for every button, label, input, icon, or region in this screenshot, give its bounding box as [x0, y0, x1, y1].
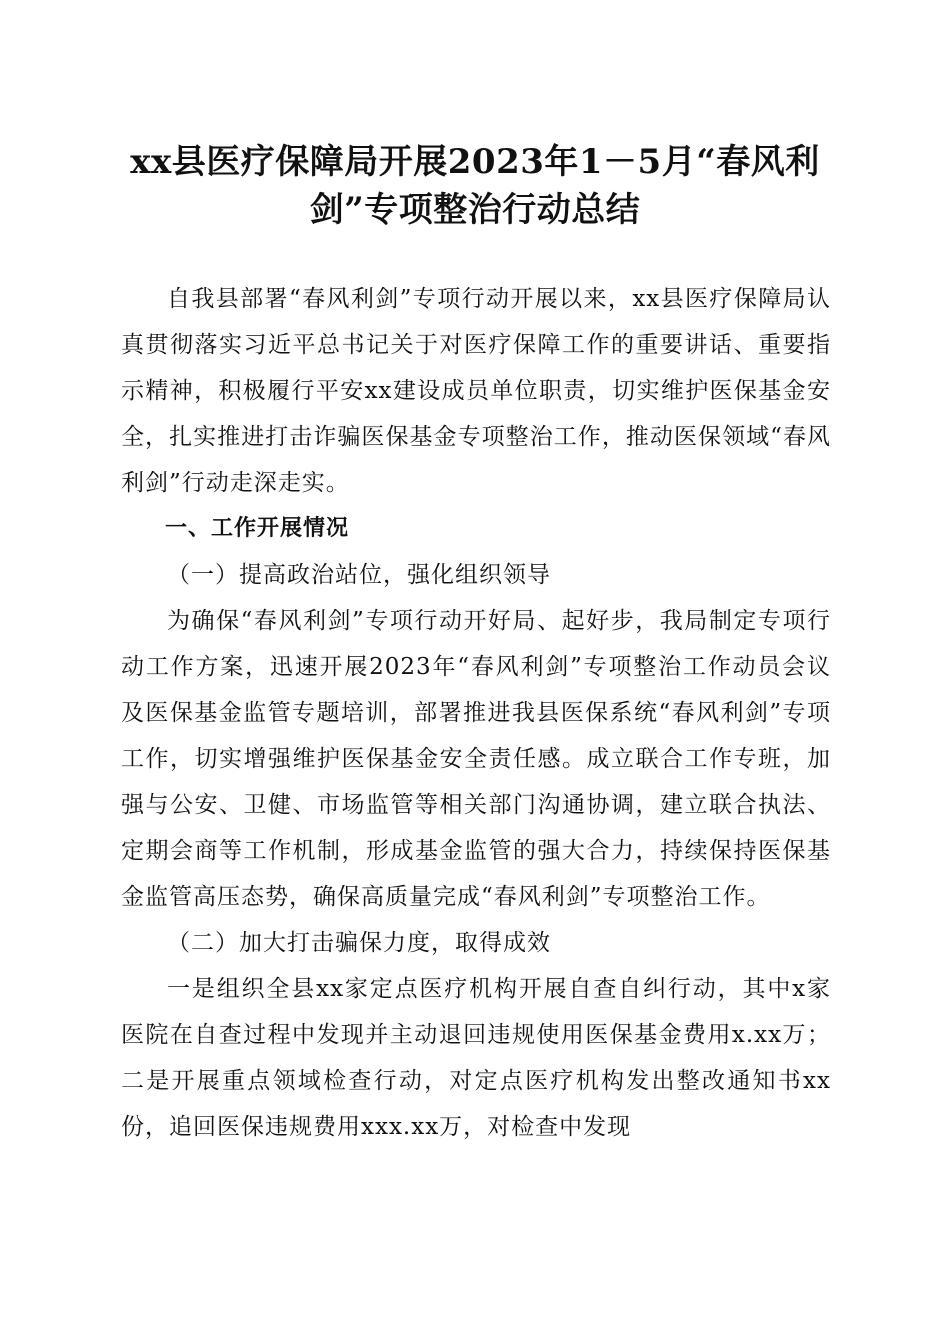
document-body: [121, 276, 831, 1150]
section-heading-1: 一、工作开展情况: [165, 516, 350, 541]
body-paragraph-2: 一是组织全县xx家定点医疗机构开展自查自纠行动，其中x家医院在自查过程中发现并主动退回违规使用医保基金费用x.xx万；二是开展重点领域检查行动，对定点医疗机构发出整改通知书xx份，追回医保违规费用xxx.xx万，对检查中发现: [121, 976, 831, 1140]
document-title: [100, 138, 850, 234]
subsection-heading-2: （二）加大打击骗保力度，取得成效: [167, 930, 551, 956]
title-line-2: 剑”专项整治行动总结: [309, 190, 641, 230]
subsection-heading-1: （一）提高政治站位，强化组织领导: [167, 562, 551, 588]
title-line-1: xx县医疗保障局开展2023年1－5月“春风利: [130, 142, 820, 182]
body-paragraph-1: 为确保“春风利剑”专项行动开好局、起好步，我局制定专项行动工作方案，迅速开展2023年“春风利剑”专项整治工作动员会议及医保基金监管专题培训，部署推进我县医保系统“春风利剑”专项工作，切实增强维护医保基金安全责任感。成立联合工作专班，加强与公安、卫健、市场监管等相关部门沟通协调，建立联合执法、定期会商等工作机制，形成基金监管的强大合力，持续保持医保基金监管高压态势，确保高质量完成“春风利剑”专项整治工作。: [121, 608, 831, 910]
intro-paragraph: 自我县部署“春风利剑”专项行动开展以来，xx县医疗保障局认真贯彻落实习近平总书记关于对医疗保障工作的重要讲话、重要指示精神，积极履行平安xx建设成员单位职责，切实维护医保基金安全，扎实推进打击诈骗医保基金专项整治工作，推动医保领域“春风利剑”行动走深走实。: [121, 286, 831, 496]
